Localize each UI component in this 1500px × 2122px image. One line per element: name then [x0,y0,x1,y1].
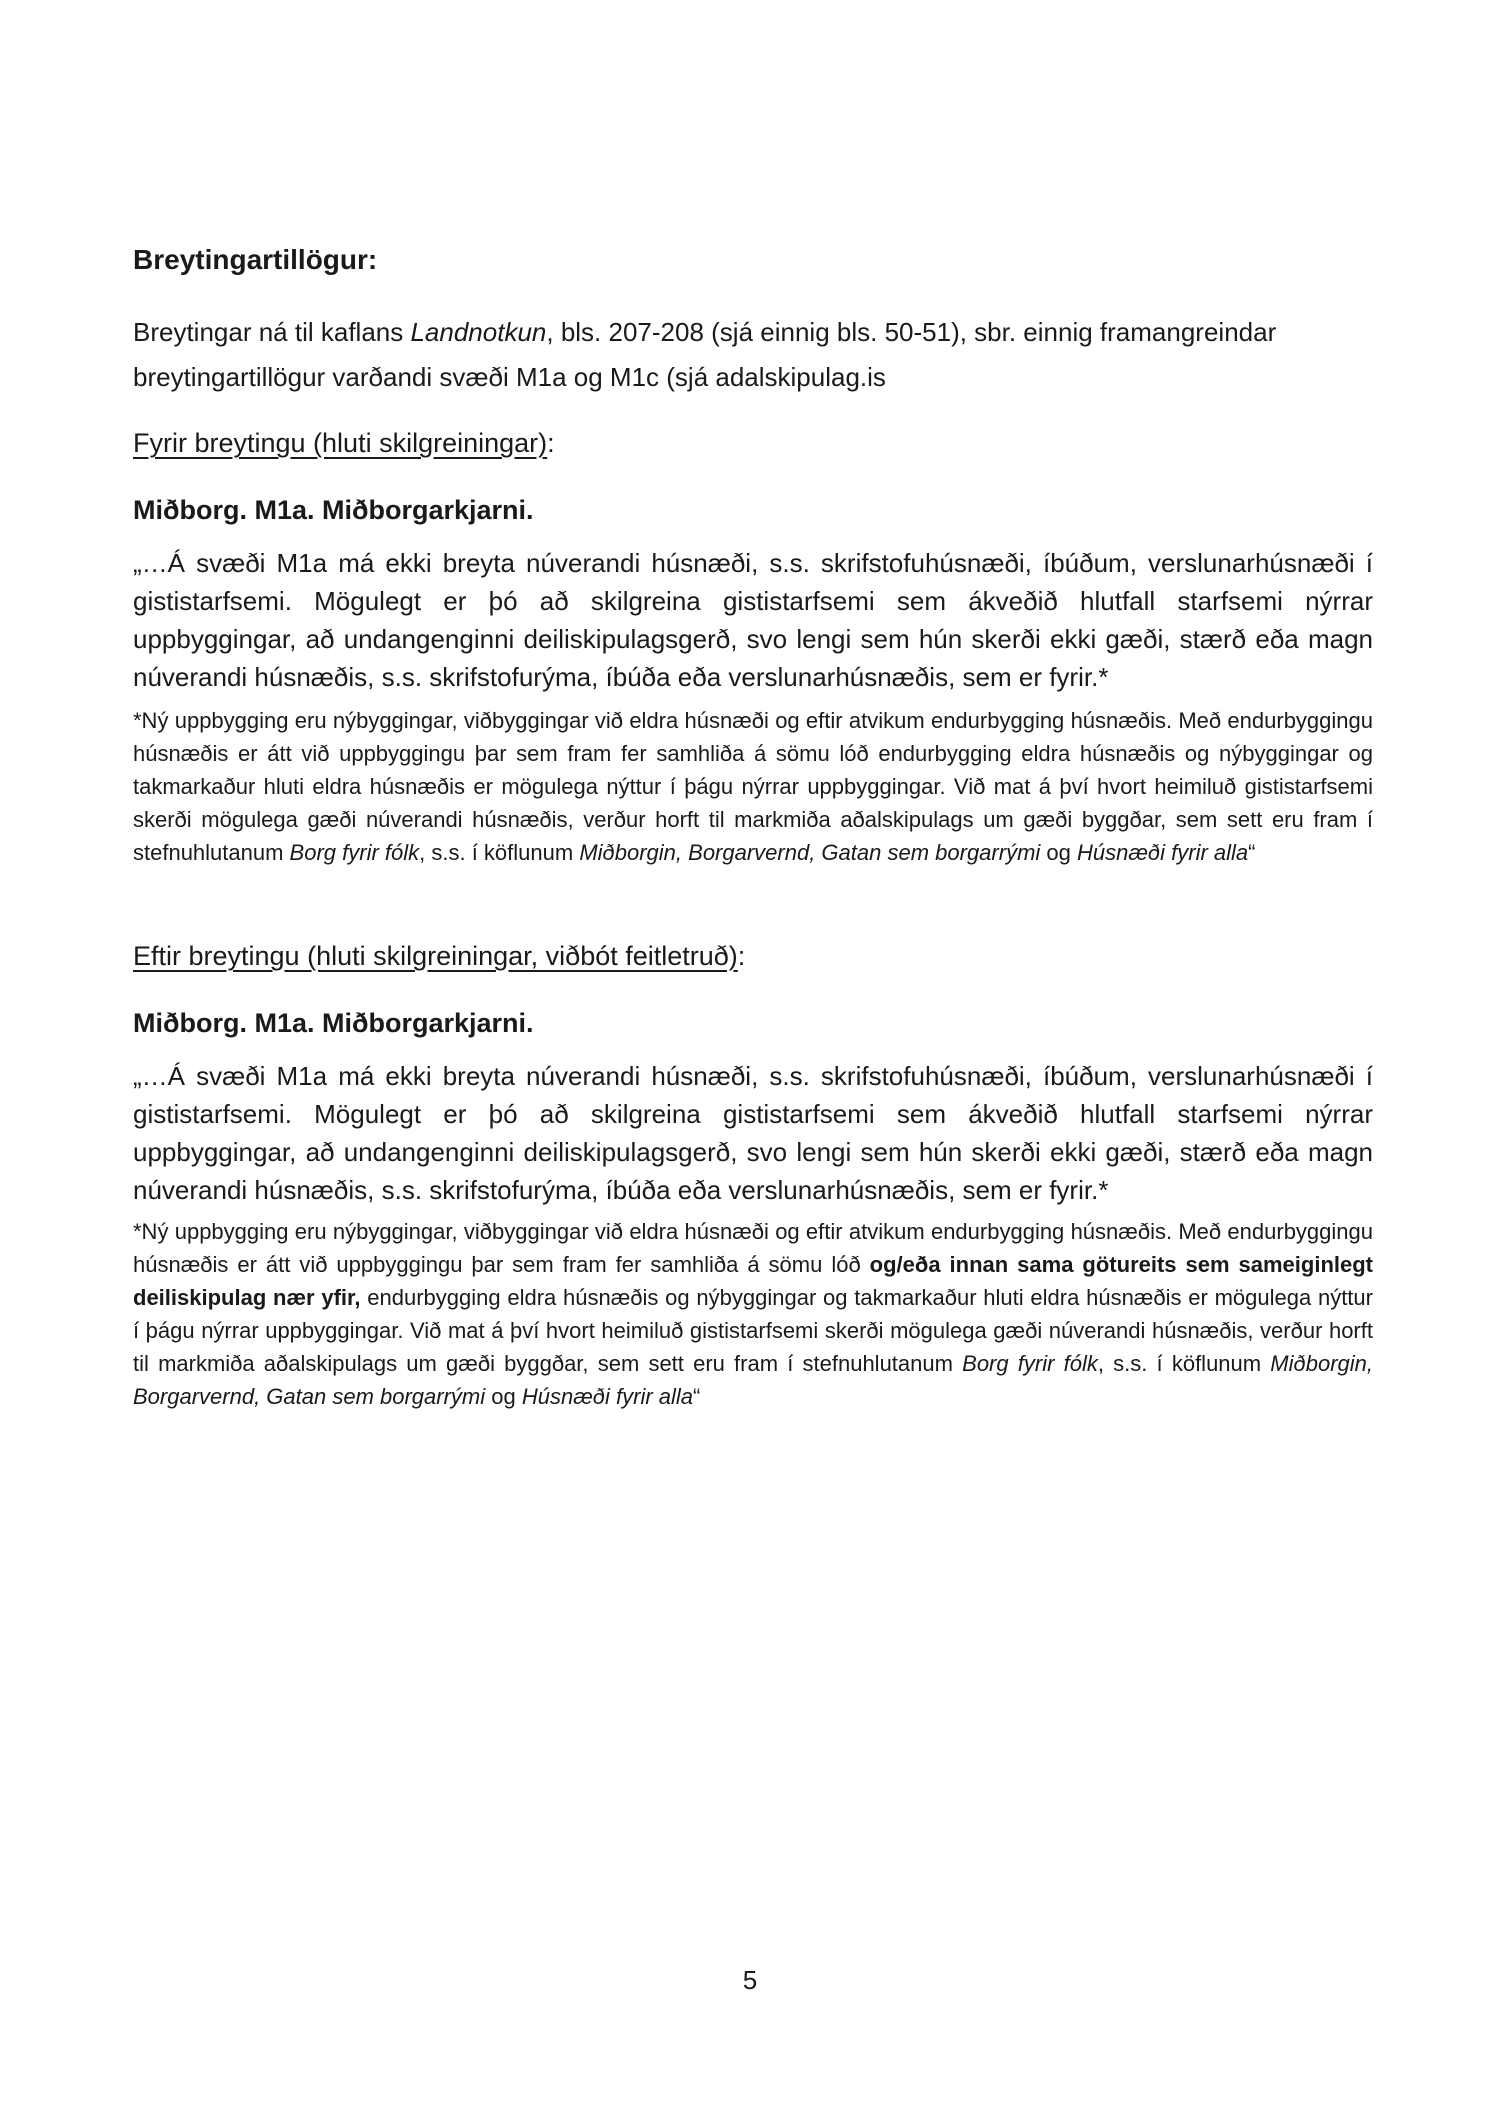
after-footnote-italic-2: Miðborgin, Borgarvernd, Gatan sem borgarrými [133,1351,1373,1409]
before-footnote-italic-1: Borg fyrir fólk [289,840,420,865]
before-section-heading-text: Fyrir breytingu (hluti skilgreiningar) [133,428,548,458]
after-quote-paragraph: „…Á svæði M1a má ekki breyta núverandi húsnæði, s.s. skrifstofuhúsnæði, íbúðum, verslunarhúsnæði í gististarfsemi. Mögulegt er þó að skilgreina gististarfsemi sem ákveðið hlutfall starfsemi nýrrar uppbyggingar, að undangenginni deiliskipulagsgerð, svo lengi sem hún skerði ekki gæði, stærð eða magn núverandi húsnæðis, s.s. skrifstofurýma, íbúða eða verslunarhúsnæðis, sem er fyrir.* [133,1061,1373,1205]
after-section-heading-colon: : [737,941,746,971]
page-number: 5 [742,1965,758,1995]
before-footnote-italic-3: Húsnæði fyrir alla [1076,840,1249,865]
intro-text-2: , bls. 207-208 (sjá einnig bls. 50-51), sbr. einnig framangreindar breytingartillögur varðandi svæði M1a og M1c (sjá adalskipulag.is [133,317,1277,392]
intro-chapter-name: Landnotkun [410,317,547,347]
after-subheading: Miðborg. M1a. Miðborgarkjarni. [133,1008,534,1038]
after-footnote-bold-addition: og/eða innan sama götureits sem sameiginlegt deiliskipulag nær yfir, [133,1252,1373,1310]
before-footnote-italic-2: Miðborgin, Borgarvernd, Gatan sem borgarrými [579,840,1041,865]
after-footnote-italic-1: Borg fyrir fólk [962,1351,1098,1376]
before-quote-paragraph: „…Á svæði M1a má ekki breyta núverandi húsnæði, s.s. skrifstofuhúsnæði, íbúðum, verslunarhúsnæði í gististarfsemi. Mögulegt er þó að skilgreina gististarfsemi sem ákveðið hlutfall starfsemi nýrrar uppbyggingar, að undangenginni deiliskipulagsgerð, svo lengi sem hún skerði ekki gæði, stærð eða magn núverandi húsnæðis, s.s. skrifstofurýma, íbúða eða verslunarhúsnæðis, sem er fyrir.* [133,548,1373,692]
intro-paragraph [133,310,1373,400]
after-footnote-text-3: , s.s. í köflunum [1097,1351,1271,1376]
after-footnote-closing-quote: “ [693,1384,701,1409]
before-section-heading [133,422,1373,464]
before-footnote-text-3: og [1040,840,1077,865]
document-title: Breytingartillögur: [133,244,378,275]
before-subheading: Miðborg. M1a. Miðborgarkjarni. [133,495,534,525]
after-footnote-text-1: *Ný uppbygging eru nýbyggingar, viðbyggingar við eldra húsnæði og eftir atvikum endurbygging húsnæðis. Með endurbyggingu húsnæðis er átt við uppbyggingu þar sem fram fer samhliða á sömu lóð [133,1219,1373,1277]
after-section-heading [133,935,1373,977]
before-footnote-text-1: *Ný uppbygging eru nýbyggingar, viðbyggingar við eldra húsnæði og eftir atvikum endurbygging húsnæðis. Með endurbyggingu húsnæðis er átt við uppbyggingu þar sem fram fer samhliða á sömu lóð endurbygging eldra húsnæðis og nýbyggingar og takmarkaður hluti eldra húsnæðis er mögulega nýttur í þágu nýrrar uppbyggingar. Við mat á því hvort heimiluð gististarfsemi skerði mögulega gæði núverandi húsnæðis, verður horft til markmiða aðalskipulags um gæði byggðar, sem sett eru fram í stefnuhlutanum [133,708,1373,865]
after-footnote-paragraph [133,1215,1373,1413]
before-section-heading-colon: : [547,428,555,458]
intro-text-1: Breytingar ná til kaflans [133,317,411,347]
before-footnote-closing-quote: “ [1248,840,1256,865]
after-footnote-italic-3: Húsnæði fyrir alla [521,1384,694,1409]
before-footnote-paragraph [133,704,1373,869]
after-footnote-text-4: og [485,1384,522,1409]
before-footnote-text-2: , s.s. í köflunum [419,840,580,865]
after-footnote-text-2: endurbygging eldra húsnæðis og nýbyggingar og takmarkaður hluti eldra húsnæðis er mögulega nýttur í þágu nýrrar uppbyggingar. Við mat á því hvort heimiluð gististarfsemi skerði mögulega gæði núverandi húsnæðis, verður horft til markmiða aðalskipulags um gæði byggðar, sem sett eru fram í stefnuhlutanum [133,1285,1373,1376]
document-content [133,240,1373,1413]
after-section-heading-text: Eftir breytingu (hluti skilgreiningar, viðbót feitletruð) [133,941,738,971]
